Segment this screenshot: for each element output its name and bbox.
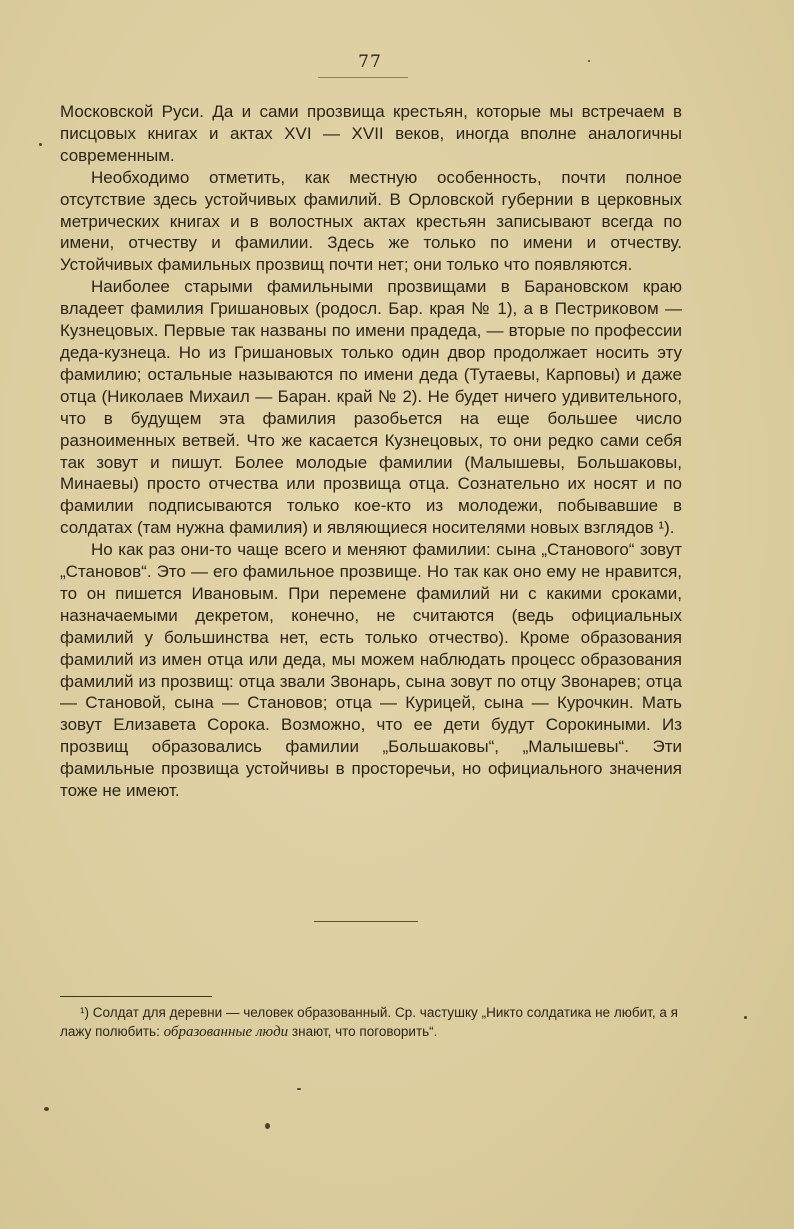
paragraph-3: Наиболее старыми фамильными прозвищами в Барановском краю владеет фамилия Гришановых (родосл. Бар. края № 1), а в Пестриковом — Кузнецовых. Первые так названы по имени прадеда, — вторые по профессии деда-кузнеца. Но из Гришановых только один двор продолжает носить эту фамилию; остальные называются по имени деда (Тутаевы, Карповы) и даже отца (Николаев Михаил — Баран. край № 2). Не будет ничего удивительного, что в будущем эта фамилия разобьется на еще большее число разноименных ветвей. Что же касается Кузнецовых, то они редко сами себя так зовут и пишут. Более молодые фамилии (Малышевы, Большаковы, Минаевы) просто отчества или прозвища отца. Сознательно их носят и по фамилии подписываются только кое-кто из молодежи, побывавшие в солдатах (там нужна фамилия) и являющиеся носителями новых взглядов ¹). (60, 277, 682, 538)
paragraph-1: Московской Руси. Да и сами прозвища крестьян, которые мы встречаем в писцовых книгах и актах XVI — XVII веков, иногда вполне аналогичны современным. (60, 102, 682, 165)
footnote-text-after: знают, что поговорить“. (288, 1024, 438, 1039)
paper-speck (265, 1123, 270, 1129)
paragraph-4: Но как раз они-то чаще всего и меняют фамилии: сына „Станового“ зовут „Становов“. Это — его фамильное прозвище. Но так как оно ему не нравится, то он пишется Ивановым. При перемене фамилий ни с какими сроками, назначаемыми декретом, конечно, не считаются (ведь официальных фамилий у большинства нет, есть только отчество). Кроме образования фамилий из имен отца или деда, мы можем наблюдать процесс образования фамилий из прозвищ: отца звали Звонарь, сына зовут по отцу Звонарев; отца — Становой, сына — Становов; отца — Курицей, сына — Курочкин. Мать зовут Елизавета Сорока. Возможно, что ее дети будут Сорокиными. Из прозвищ образовались фамилии „Большаковы“, „Малышевы“. Эти фамильные прозвища устойчивы в просторечьи, но официального значения тоже не имеют. (60, 540, 682, 801)
paragraph-2: Необходимо отметить, как местную особенность, почти полное отсутствие здесь устойчивых фамилий. В Орловской губернии в церковных метрических книгах и в волостных актах крестьян записывают всегда по имени, отчеству и фамилии. Здесь же только по имени и отчеству. Устойчивых фамильных прозвищ почти нет; они только что появляются. (60, 167, 682, 275)
page-number: 77 (358, 52, 382, 72)
section-divider (314, 921, 418, 922)
paper-speck (39, 143, 42, 146)
page-number-rule (318, 77, 408, 78)
body-text (60, 101, 682, 802)
paper-speck (297, 1088, 301, 1090)
footnote-text-before: Солдат для деревни — человек образованный. Ср. частушку „Никто солдатика не любит, а я лажу полюбить: (60, 1005, 678, 1039)
paper-speck (744, 1016, 747, 1019)
footnote (60, 1003, 678, 1042)
footnote-emphasis: образованные люди (163, 1024, 289, 1040)
paper-speck (44, 1107, 49, 1111)
footnote-marker: ¹) (80, 1005, 89, 1020)
paper-speck (588, 60, 590, 62)
footnote-rule (60, 996, 212, 997)
